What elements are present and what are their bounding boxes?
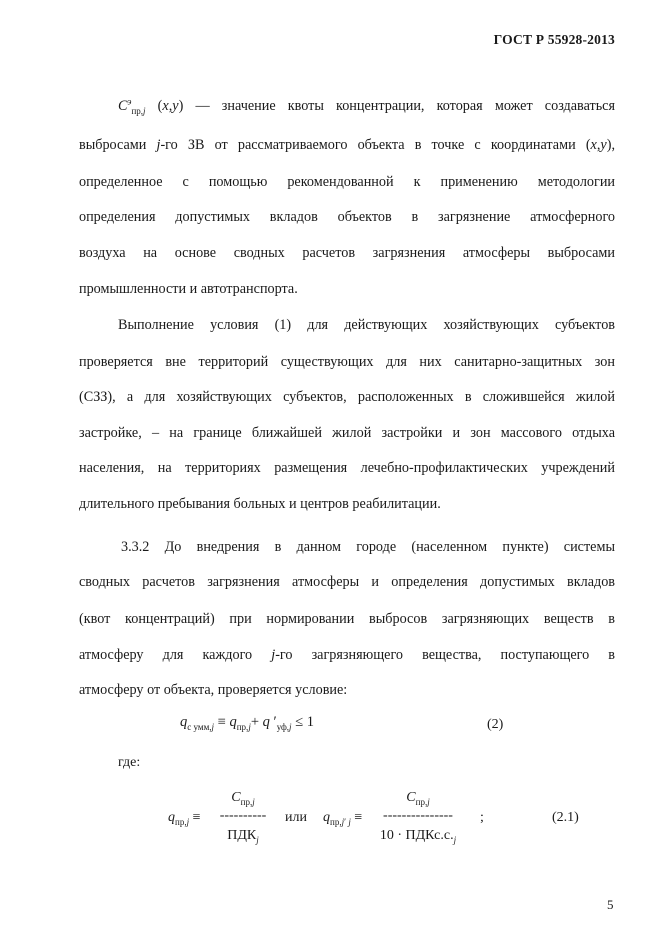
para2-line-2: проверяется вне территорий существующих для них санитарно-защитных зон (79, 354, 615, 370)
para2-line-3: (СЗЗ), а для хозяйствующих субъектов, расположенных в сложившейся жилой (79, 389, 615, 405)
document-header: ГОСТ Р 55928-2013 (493, 32, 615, 47)
semicolon: ; (480, 810, 484, 825)
para1-line-3: определенное с помощью рекомендованной к применению методологии (79, 174, 615, 190)
equation-2-number: (2) (487, 717, 504, 732)
fraction-1: $C_{пр,j}$ ---------- $ПДК_j$ (219, 790, 267, 845)
para2-line-5: населения, на территориях размещения лечебно-профилактических учреждений (79, 460, 615, 476)
quota-symbol: $C^э_{пр,j}$ (x,y) (118, 96, 184, 116)
para3-line-5: атмосферу от объекта, проверяется условие: (79, 682, 348, 698)
equation-2-1-number: (2.1) (552, 810, 579, 825)
fraction-2: $C_{пр,j}$ --------------- $10 \cdot ПДКс.с._j$ (379, 790, 457, 845)
para3-line-4: атмосферу для каждого j-го загрязняющего вещества, поступающего в (79, 647, 616, 663)
para1-line-1: $C^э_{пр,j}$ (x,y) — значение квоты концентрации, которая может создаваться (118, 96, 615, 116)
q-prime-symbol: $q_{пр,j' j}$ ≡ (323, 810, 363, 827)
para1-line-6: промышленности и автотранспорта. (79, 281, 298, 297)
para1-line-2: выбросами j-го ЗВ от рассматриваемого объекта в точке с координатами (x,y), (79, 137, 615, 153)
para1-line-5: воздуха на основе сводных расчетов загрязнения атмосферы выбросами (79, 245, 615, 261)
where-label: где: (118, 755, 141, 770)
para2-line-6: длительного пребывания больных и центров реабилитации. (79, 496, 441, 512)
para1-line-4: определения допустимых вкладов объектов в загрязнение атмосферного (79, 209, 615, 225)
para3-line-1: 3.3.2 До внедрения в данном городе (населенном пункте) системы (121, 539, 615, 555)
para3-line-2: сводных расчетов загрязнения атмосферы и определения допустимых вкладов (79, 574, 615, 590)
para2-line-1: Выполнение условия (1) для действующих хозяйствующих субъектов (118, 317, 615, 333)
para2-line-4: застройке, – на границе ближайшей жилой застройки и зон массового отдыха (79, 425, 615, 441)
para3-line-3: (квот концентраций) при нормировании выбросов загрязняющих веществ в (79, 611, 615, 627)
or-word: или (285, 810, 307, 825)
page-number: 5 (607, 897, 614, 912)
q-pr-symbol: $q_{пр,j}$ ≡ (168, 810, 201, 827)
equation-2: $q_{с умм,j} \equiv q_{пр,j}+ q$ $'_{уф,j} \le 1$ (180, 714, 315, 732)
